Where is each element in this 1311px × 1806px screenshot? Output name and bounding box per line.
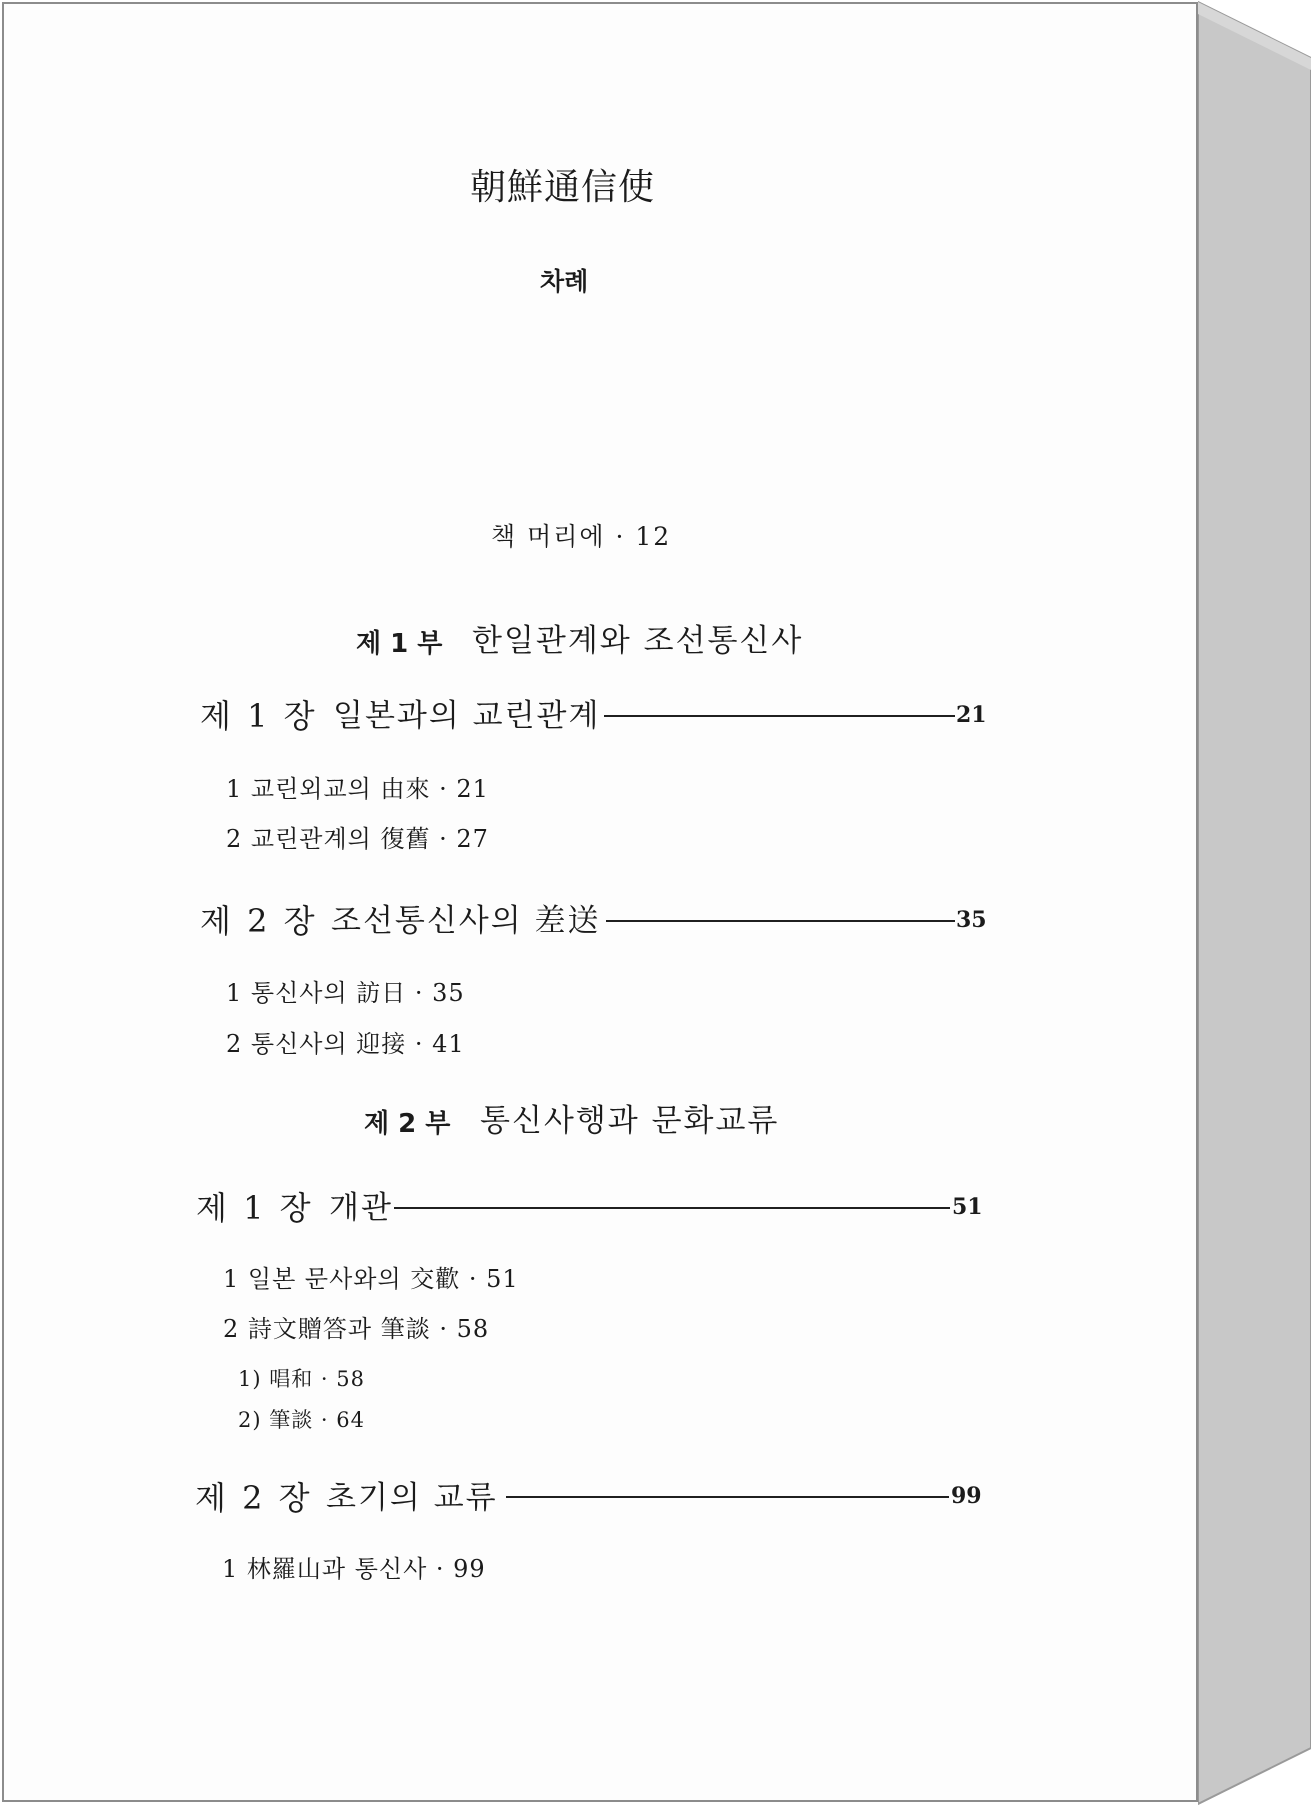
chapter-page-number: 51 xyxy=(952,1194,983,1220)
chapter-page-number: 21 xyxy=(956,702,987,728)
dot-leader-line xyxy=(394,1207,950,1209)
section-entry: 2 교린관계의 復舊 · 27 xyxy=(226,825,489,853)
chapter-number: 제 2 장 xyxy=(200,902,318,940)
part-1-number: 제 1 부 xyxy=(356,629,443,659)
chapter-title: 초기의 교류 xyxy=(326,1480,498,1516)
chapter-title: 개관 xyxy=(329,1190,393,1226)
chapter-number: 제 1 장 xyxy=(196,1189,314,1227)
section-entry: 1 통신사의 訪日 · 35 xyxy=(226,979,465,1007)
chapter-title: 일본과의 교린관계 xyxy=(333,698,601,734)
chapter-title: 조선통신사의 差送 xyxy=(331,903,601,939)
subsection-entry: 2) 筆談 · 64 xyxy=(238,1408,365,1432)
section-entry: 1 교린외교의 由來 · 21 xyxy=(226,775,489,803)
section-entry: 2 통신사의 迎接 · 41 xyxy=(226,1030,465,1058)
chapter-page-number: 99 xyxy=(951,1483,982,1509)
section-entry: 1 林羅山과 통신사 · 99 xyxy=(222,1555,486,1583)
dot-leader-line xyxy=(604,715,955,717)
subsection-entry: 1) 唱和 · 58 xyxy=(238,1367,365,1391)
part-1-title: 한일관계와 조선통신사 xyxy=(472,623,804,659)
toc-page xyxy=(2,2,1198,1802)
part-2-number: 제 2 부 xyxy=(364,1109,451,1139)
book-title: 朝鮮通信使 xyxy=(470,167,656,208)
chapter-page-number: 35 xyxy=(956,907,987,933)
chapter-number: 제 2 장 xyxy=(195,1479,313,1517)
toc-heading: 차례 xyxy=(540,267,589,296)
book-side-edge xyxy=(1198,0,1311,1806)
section-entry: 2 詩文贈答과 筆談 · 58 xyxy=(223,1315,490,1343)
part-2-title: 통신사행과 문화교류 xyxy=(480,1103,780,1139)
chapter-number: 제 1 장 xyxy=(200,697,318,735)
dot-leader-line xyxy=(506,1496,949,1498)
dot-leader-line xyxy=(606,920,955,922)
preface-entry: 책 머리에 · 12 xyxy=(491,522,672,551)
section-entry: 1 일본 문사와의 交歡 · 51 xyxy=(223,1265,519,1293)
